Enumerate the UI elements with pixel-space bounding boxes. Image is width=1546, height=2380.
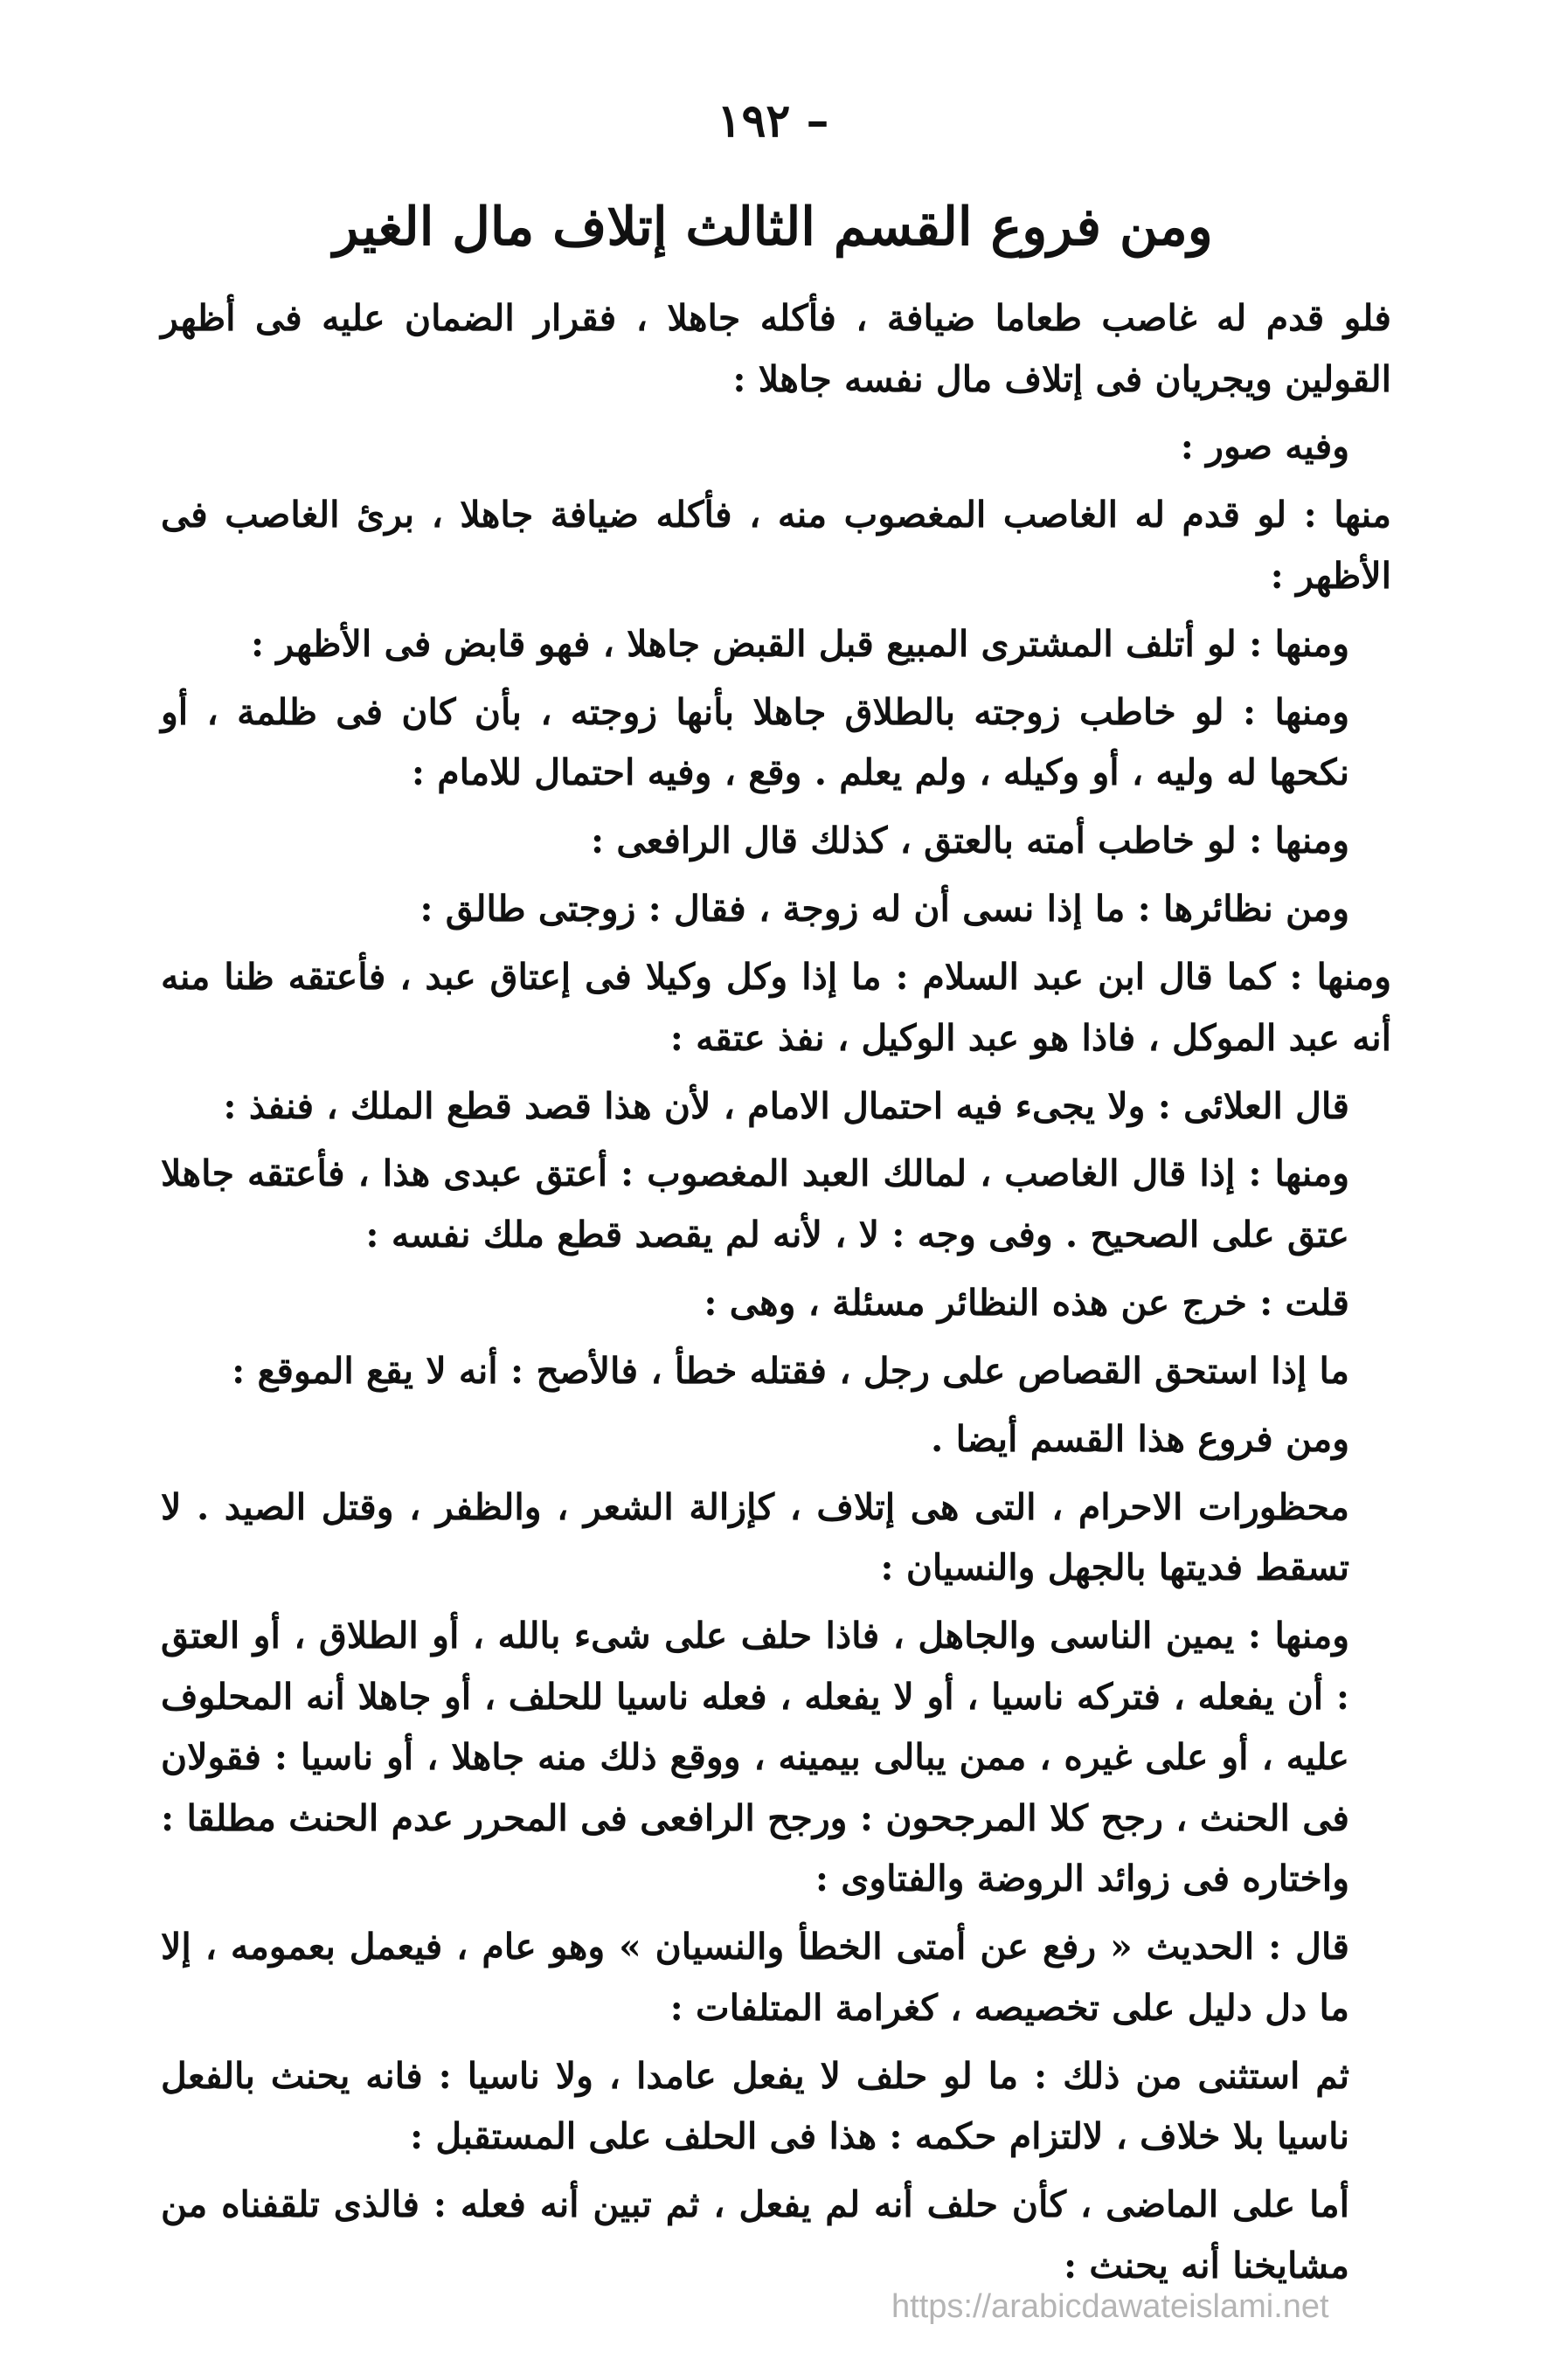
paragraph: ثم استثنى من ذلك : ما لو حلف لا يفعل عامدا ، ولا ناسيا : فانه يحنث بالفعل ناسيا بلا خلاف ، لالتزام حكمه : هذا فى الحلف على المستقبل : <box>161 2054 1349 2158</box>
source-watermark: https://arabicdawateislami.net <box>891 2288 1329 2325</box>
paragraph: ومنها : إذا قال الغاصب ، لمالك العبد المغصوب : أعتق عبدى هذا ، فأعتقه جاهلا عتق على الصحيح . وفى وجه : لا ، لأنه لم يقصد قطع ملك نفسه : <box>161 1152 1349 1256</box>
page-number: – ١٩٢ <box>717 94 829 148</box>
paragraph: ومنها : كما قال ابن عبد السلام : ما إذا وكل وكيلا فى إعتاق عبد ، فأعتقه ظنا منه أنه عبد الموكل ، فاذا هو عبد الوكيل ، نفذ عتقه : <box>161 956 1391 1059</box>
paragraph: قال : الحديث « رفع عن أمتى الخطأ والنسيان » وهو عام ، فيعمل بعمومه ، إلا ما دل دليل على تخصيصه ، كغرامة المتلفات : <box>161 1926 1349 2029</box>
paragraph: ومنها : لو خاطب زوجته بالطلاق جاهلا بأنها زوجته ، بأن كان فى ظلمة ، أو نكحها له وليه ، أو وكيله ، ولم يعلم . وقع ، وفيه احتمال للامام : <box>161 690 1349 794</box>
paragraph: قال العلائى : ولا يجىء فيه احتمال الامام ، لأن هذا قصد قطع الملك ، فنفذ : <box>223 1084 1349 1127</box>
paragraph: ما إذا استحق القصاص على رجل ، فقتله خطأ ، فالأصح : أنه لا يقع الموقع : <box>232 1349 1349 1392</box>
paragraph: منها : لو قدم له الغاصب المغصوب منه ، فأكله ضيافة جاهلا ، برئ الغاصب فى الأظهر : <box>161 494 1391 597</box>
paragraph: ومنها : يمين الناسى والجاهل ، فاذا حلف على شىء بالله ، أو الطلاق ، أو العتق : أن يفعله ، فتركه ناسيا ، أو لا يفعله ، فعله ناسيا للحلف ، أو جاهلا أنه المحلوف عليه ، أو على غيره ، ممن يبالى بيمينه ، ووقع ذلك منه جاهلا ، أو ناسيا : فقولان فى الحنث ، رجح كلا المرجحون : ورجح الرافعى فى المحرر عدم الحنث مطلقا : واختاره فى زوائد الروضة والفتاوى : <box>161 1615 1349 1900</box>
paragraph: ومن نظائرها : ما إذا نسى أن له زوجة ، فقال : زوجتى طالق : <box>419 888 1349 931</box>
paragraph: قلت : خرج عن هذه النظائر مسئلة ، وهى : <box>704 1281 1349 1324</box>
paragraph: وفيه صور : <box>1180 425 1349 468</box>
paragraph: أما على الماضى ، كأن حلف أنه لم يفعل ، ثم تبين أنه فعله : فالذى تلقفناه من مشايخنا أنه يحنث : <box>161 2183 1349 2287</box>
section-heading: ومن فروع القسم الثالث إتلاف مال الغير <box>333 197 1213 258</box>
paragraph: ومنها : لو خاطب أمته بالعتق ، كذلك قال الرافعى : <box>590 820 1349 862</box>
paragraph: ومن فروع هذا القسم أيضا . <box>931 1417 1349 1460</box>
paragraph: محظورات الاحرام ، التى هى إتلاف ، كإزالة الشعر ، والظفر ، وقتل الصيد . لا تسقط فديتها بالجهل والنسيان : <box>161 1485 1349 1589</box>
paragraph: فلو قدم له غاصب طعاما ضيافة ، فأكله جاهلا ، فقرار الضمان عليه فى أظهر القولين ويجريان فى إتلاف مال نفسه جاهلا : <box>161 297 1391 400</box>
page-body <box>161 288 1402 2304</box>
paragraph: ومنها : لو أتلف المشترى المبيع قبل القبض جاهلا ، فهو قابض فى الأظهر : <box>250 622 1349 665</box>
